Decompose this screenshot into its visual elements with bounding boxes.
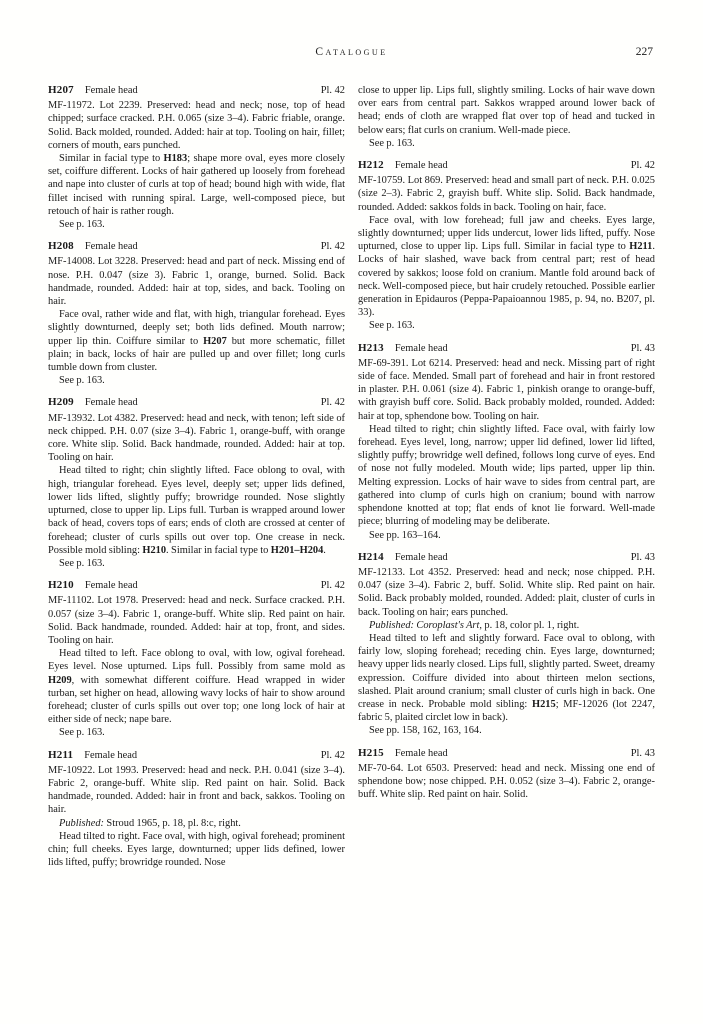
entry-header [358, 747, 655, 760]
entry-plate-ref: Pl. 42 [320, 241, 345, 253]
entry-cross-reference: H209 [48, 674, 72, 686]
catalogue-entry-H213 [358, 342, 655, 542]
entry-plate-ref: Pl. 42 [320, 397, 345, 409]
entry-cross-reference: H201–H204 [270, 544, 324, 556]
text-run: . Locks of hair slashed, wave back from central part; rest of head covered by sakkos; loose fold on cranium. Mantle fold around back of neck. Well-composed piece, but hair crudely retouched. Possible earlier generation in Epidauros (Peppa-Papaioannou 1985, p. 94, no. B207, pl. 33). [358, 241, 655, 319]
entry-title: Female head [394, 551, 448, 563]
text-run: MF-11972. Lot 2239. Preserved: head and neck; nose, top of head chipped; surface cracked. P.H. 0.065 (size 3–4). Fabric friable, orange. Solid. Back molded, rounded. Added: hair at top. Tooling on hair, fillet; corners of mouth, ears punched. [48, 100, 345, 151]
entry-plate-ref: Pl. 42 [320, 749, 345, 761]
paragraph [358, 566, 655, 619]
italic-text: Coroplast's Art [416, 619, 480, 631]
italic-text: Published: [369, 619, 417, 631]
entry-cross-reference: H183 [163, 153, 188, 165]
text-run: ; MF-12026 (lot 2247, fabric 5, plaited circlet low in back). [358, 698, 656, 724]
paragraph [48, 464, 345, 556]
text-run: MF-14008. Lot 3228. Preserved: head and part of neck. Missing end of nose. P.H. 0.047 (size 3). Fabric 1, orange, burned. Solid. Back handmade, rounded. Added: hair at top, sides, and back. Tooling on hair. [48, 256, 345, 308]
paragraph [358, 357, 655, 423]
running-head: Catalogue [315, 46, 388, 58]
catalogue-entry-H209 [48, 396, 345, 570]
text-run: See pp. 158, 162, 163, 164. [369, 725, 482, 737]
entry-title: Female head [84, 580, 138, 592]
text-run: Head tilted to right; chin slightly lifted. Face oval, with fairly low forehead. Eyes level, long, narrow; upper lid defined, lower lid lifted, slightly puffy; browridge well defined, follows long curve of eyes. End of nose not fully modeled. Mouth wide; lips parted, upper lip thin. Melting expression. Locks of hair wave to sides from central part, are gathered into clump of curls high on cranium; bound with narrow sphendone knotted at top; flat ends of knot lie forward. Well-made piece; blurring of modeling may be deliberate. [358, 423, 655, 528]
paragraph [48, 817, 345, 830]
text-run: See p. 163. [59, 557, 105, 569]
paragraph [358, 423, 655, 529]
paragraph [358, 619, 655, 632]
catalogue-entry-H212 [358, 159, 655, 333]
text-run: See pp. 163–164. [369, 529, 441, 541]
paragraph [48, 557, 345, 570]
column-right [358, 84, 655, 869]
paragraph [48, 594, 345, 647]
paragraph [48, 412, 345, 465]
text-run: MF-70-64. Lot 6503. Preserved: head and neck. Missing one end of sphendone bow; nose chipped. P.H. 0.052 (size 3–4). Fabric 2, orange-buff. White slip. Red paint on hair. Solid. [358, 762, 655, 801]
text-run: but more schematic, fillet plain; in back, locks of hair are pulled up and over fillet; long curls tumble down from cluster. [48, 335, 345, 374]
entry-plate-ref: Pl. 43 [630, 747, 655, 759]
text-run: Head tilted to left and slightly forward. Face oval to oblong, with fairly low, sloping forehead; receding chin. Eyes large, downturned; heavy upper lids nearly closed. Lips full, slightly parted. Sweet, dreamy expression. Coiffure divided into about thirteen melon sections, slashed. Plait around cranium; small cluster of curls high in back. One crease in neck. Probable mold sibling: [358, 632, 655, 710]
text-run: , with somewhat different coiffure. Head wrapped in wider turban, set higher on head, allowing wavy locks of hair to show around forehead; cluster of curls spills out over top; one long lock of hair at either side of neck; nape bare. [48, 674, 345, 726]
paragraph [358, 214, 655, 320]
entry-plate-ref: Pl. 43 [630, 342, 655, 354]
entry-id: H214 [358, 550, 384, 563]
text-run: See p. 163. [369, 320, 415, 332]
catalogue-entry-H208 [48, 240, 345, 387]
text-run: ; shape more oval, eyes more closely set, coiffure different. Locks of hair gathered up loosely from forehead and nape into cluster of curls at top of head; bound high with wide, flat fillet incised with running spiral. Large, well-composed piece, but retouch of hair is rather rough. [48, 153, 345, 217]
entry-title: Female head [394, 160, 448, 172]
entry-id: H208 [48, 240, 74, 253]
paragraph [48, 255, 345, 308]
entry-header [358, 159, 655, 172]
catalogue-entry-H207 [48, 84, 345, 231]
italic-text: Published: [59, 817, 105, 829]
text-columns [48, 84, 655, 869]
text-run: MF-13932. Lot 4382. Preserved: head and neck, with tenon; left side of neck chipped. P.H. 0.07 (size 3–4). Fabric 1, orange-buff, with orange core. White slip. Solid. Back handmade, rounded. Added: hair at top. Tooling on hair. [48, 412, 345, 464]
paragraph [48, 764, 345, 817]
paragraph [48, 218, 345, 231]
entry-cross-reference: H210 [142, 544, 167, 556]
text-run: MF-10759. Lot 869. Preserved: head and small part of neck. P.H. 0.025 (size 2–3). Fabric 2, grayish buff. White slip. Solid. Back handmade, rounded. Added: sakkos folds in back. Tooling on hair, face. [358, 175, 655, 213]
text-run: MF-69-391. Lot 6214. Preserved: head and neck. Missing part of right side of face. Mended. Small part of forehead and hair in front restored in plaster. P.H. 0.061 (size 4). Fabric 1, pinkish orange to orange-buff, with grayish buff core. Solid. Back probably molded, rounded. Added: hair at top, sphendone bow. Tooling on hair. [358, 357, 655, 422]
entry-title: Female head [84, 749, 138, 761]
entry-header [48, 84, 345, 97]
entry-plate-ref: Pl. 42 [630, 160, 655, 172]
paragraph [358, 762, 655, 802]
catalogue-entry-H211 [48, 749, 345, 870]
running-head-row [50, 46, 653, 62]
paragraph [48, 99, 345, 152]
entry-cross-reference: H211 [629, 241, 653, 253]
text-run: See p. 163. [369, 137, 415, 149]
entry-cross-reference: H215 [532, 698, 556, 710]
text-run: close to upper lip. Lips full, slightly smiling. Locks of hair wave down over ears from central part. Sakkos wrapped around lower back of head; ends of cloth are wrapped flat over top of head and tucked in below ears; flat curls on cranium. Well-made piece. [358, 85, 655, 136]
entry-plate-ref: Pl. 43 [630, 551, 655, 563]
column-left [48, 84, 345, 869]
entry-id: H211 [48, 748, 74, 761]
paragraph [48, 726, 345, 739]
entry-header [48, 396, 345, 409]
paragraph [48, 308, 345, 374]
entry-title: Female head [84, 85, 138, 96]
paragraph [358, 174, 655, 214]
paragraph [48, 647, 345, 726]
entry-title: Female head [394, 342, 448, 354]
text-run: See p. 163. [59, 375, 105, 387]
entry-title: Female head [84, 397, 138, 409]
paragraph [358, 137, 655, 150]
catalogue-entry-H214 [358, 551, 655, 738]
entry-id: H213 [358, 341, 384, 354]
text-run: . Similar in facial type to [166, 544, 271, 556]
paragraph [358, 632, 655, 724]
text-run: , p. 18, color pl. 1, right. [479, 619, 580, 631]
paragraph [358, 319, 655, 332]
text-run: Stroud 1965, p. 18, pl. 8:c, right. [104, 817, 241, 829]
entry-plate-ref: Pl. 42 [320, 85, 345, 96]
page-number: 227 [635, 46, 653, 58]
entry-header [48, 240, 345, 253]
text-run: Similar in facial type to [59, 153, 164, 165]
entry-id: H210 [48, 579, 74, 592]
paragraph [358, 724, 655, 737]
text-run: Face oval, with low forehead; full jaw and cheeks. Eyes large, slightly downturned; upper lids undercut, lower lids lifted, puffy. Nose upturned, close to upper lip. Lips full. Similar in facial type to [358, 214, 655, 253]
catalogue-entry-continuation [358, 84, 655, 150]
paragraph [358, 529, 655, 542]
paragraph [48, 374, 345, 387]
entry-id: H215 [358, 746, 384, 759]
text-run: Head tilted to left. Face oblong to oval, with low, ogival forehead. Eyes level. Nose upturned. Lips full. Possibly from same mold as [48, 648, 345, 673]
paragraph [48, 830, 345, 870]
entry-header [48, 749, 345, 762]
text-run: Face oval, rather wide and flat, with high, triangular forehead. Eyes slightly downturned, deeply set; both lids defined. Mouth narrow; upper lip thin. Coiffure similar to [48, 309, 345, 347]
entry-id: H212 [358, 159, 384, 172]
text-run: MF-11102. Lot 1978. Preserved: head and neck. Surface cracked. P.H. 0.057 (size 3–4). Fabric 1, orange-buff. White slip. Red paint on hair. Solid. Back handmade, rounded. Added: hair at top, front, and sides. Tooling on hair. [48, 595, 345, 646]
text-run: Head tilted to right. Face oval, with high, ogival forehead; prominent chin; full cheeks. Eyes large, downturned; upper lids defined, lower lids lifted, puffy; browridge rounded. Nose [48, 830, 345, 869]
entry-header [358, 551, 655, 564]
paragraph [358, 84, 655, 137]
text-run: See p. 163. [59, 727, 105, 739]
text-run: . [323, 544, 326, 556]
entry-id: H207 [48, 84, 74, 96]
entry-plate-ref: Pl. 42 [320, 580, 345, 592]
entry-header [358, 342, 655, 355]
entry-cross-reference: H207 [203, 335, 227, 347]
entry-id: H209 [48, 396, 74, 409]
entry-title: Female head [84, 241, 138, 253]
catalogue-entry-H215 [358, 747, 655, 802]
text-run: MF-10922. Lot 1993. Preserved: head and neck. P.H. 0.041 (size 3–4). Fabric 2, orange-buff. White slip. Red paint on hair. Solid. Back handmade, rounded. Added: hair in front and back, sakkos. Tooling on hair. [48, 764, 345, 816]
entry-title: Female head [394, 747, 448, 759]
entry-header [48, 579, 345, 592]
text-run: See p. 163. [59, 219, 105, 231]
text-run: Head tilted to right; chin slightly lifted. Face oblong to oval, with high, triangular forehead. Eyes level, deeply set; upper lids defined, lower lids lifted, slightly puffy; browridge rounded. Nose slightly upturned, close to upper lip. Lips full. Turban is wrapped around lower back of head, covers tops of ears; ends of cloth are crossed at center of forehead; cluster of curls spills out over top. One crease in neck. Possible mold sibling: [48, 465, 345, 556]
paragraph [48, 152, 345, 218]
catalogue-entry-H210 [48, 579, 345, 739]
text-run: MF-12133. Lot 4352. Preserved: head and neck; nose chipped. P.H. 0.047 (size 3–4). Fabric 2, buff. Solid. White slip. Red paint on hair. Solid. Back probably molded, rounded. Added: plait, cluster of curls in back. Tooling on hair; ears punched. [358, 566, 655, 618]
